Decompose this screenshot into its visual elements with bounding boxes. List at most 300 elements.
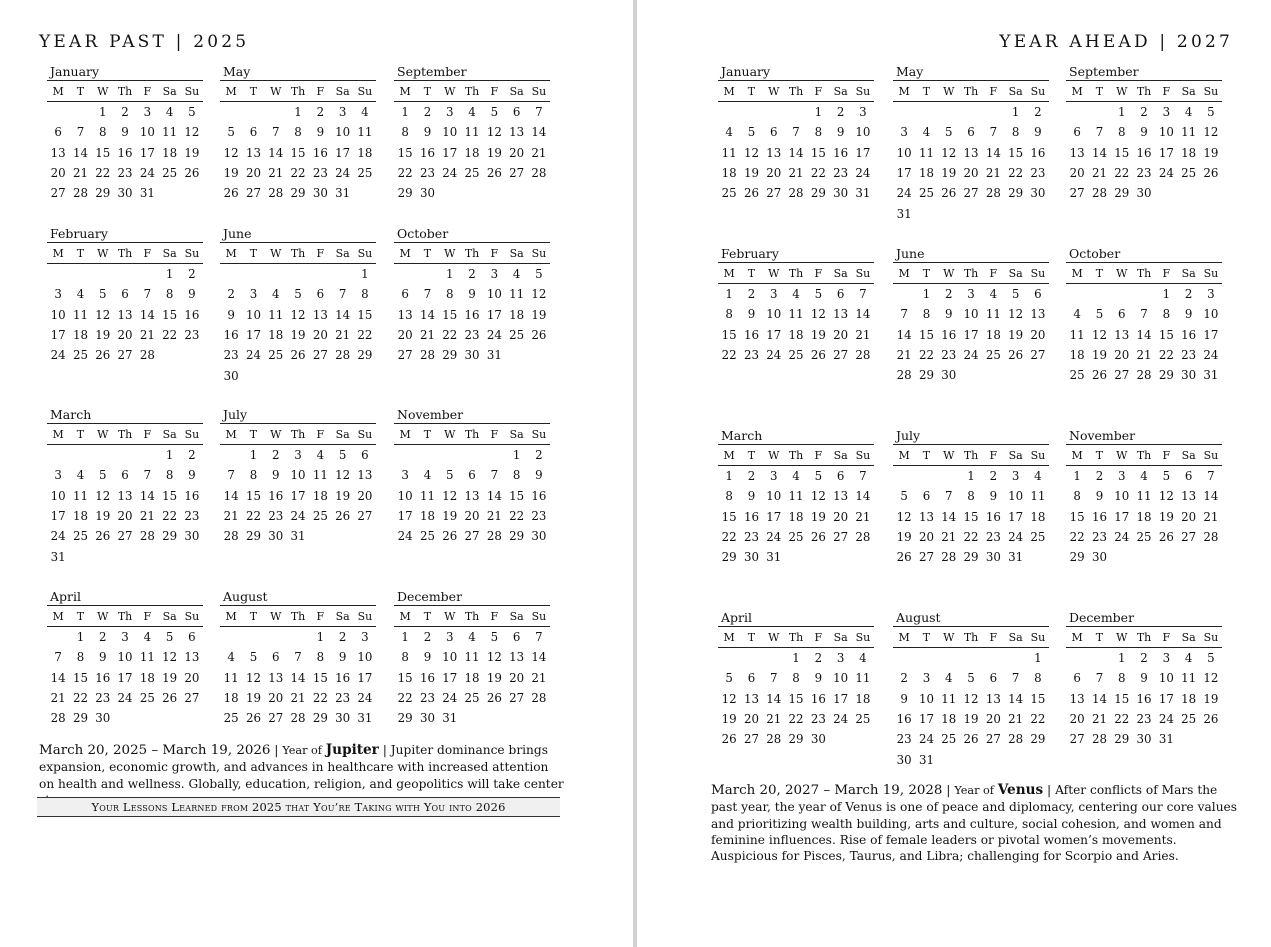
day-cell: 22 [509, 509, 525, 524]
week-row [718, 325, 874, 345]
day-cell: 14 [72, 145, 88, 160]
day-cell [92, 445, 114, 466]
weekday-header: T [915, 263, 937, 284]
day-cell: 10 [918, 691, 934, 706]
day-cell: 19 [941, 166, 957, 181]
weekday-header: F [136, 606, 158, 627]
day-cell: 5 [188, 105, 196, 120]
day-cell: 10 [855, 125, 871, 140]
day-cell: 23 [268, 509, 284, 524]
month-table [220, 423, 376, 546]
day-cell: 7 [792, 125, 800, 140]
week-row [394, 284, 550, 304]
day-cell: 7 [1207, 469, 1215, 484]
week-row [893, 304, 1049, 324]
day-cell [461, 708, 483, 728]
day-cell: 15 [397, 670, 413, 685]
weekday-header: F [1155, 263, 1177, 284]
day-cell [220, 264, 242, 285]
weekday-header: W [1111, 81, 1133, 102]
day-cell [893, 648, 915, 669]
day-cell: 18 [1136, 509, 1152, 524]
day-cell: 28 [766, 732, 782, 747]
weekday-header: M [394, 424, 416, 445]
day-cell [181, 546, 203, 566]
day-cell: 15 [72, 670, 88, 685]
weekday-header: T [915, 81, 937, 102]
month-table [718, 262, 874, 365]
day-cell [852, 547, 874, 567]
day-cell: 25 [464, 166, 480, 181]
day-cell: 21 [855, 509, 871, 524]
day-cell [893, 466, 915, 487]
day-cell: 30 [312, 186, 328, 201]
month-july [893, 428, 1049, 567]
day-cell: 23 [810, 712, 826, 727]
day-cell: 30 [419, 186, 435, 201]
week-row [718, 122, 874, 142]
lessons-learned-bar: Your Lessons Learned from 2025 that You’re Taking with You into 2026 [37, 797, 560, 817]
day-cell: 23 [833, 166, 849, 181]
day-cell: 26 [486, 166, 502, 181]
day-cell: 13 [312, 307, 328, 322]
week-row [893, 183, 1049, 203]
day-cell: 27 [509, 691, 525, 706]
month-name: April [50, 589, 81, 604]
day-cell: 21 [1091, 712, 1107, 727]
weekday-header: Th [785, 445, 807, 466]
day-cell: 26 [810, 530, 826, 545]
day-cell: 11 [464, 125, 480, 140]
day-cell: 18 [788, 327, 804, 342]
day-cell: 21 [1203, 509, 1219, 524]
week-row [893, 203, 1049, 223]
week-row [893, 122, 1049, 142]
year-of-label: Year of [954, 784, 994, 797]
day-cell: 7 [769, 671, 778, 686]
day-cell: 27 [963, 186, 979, 201]
day-cell: 19 [1008, 327, 1024, 342]
day-cell: 12 [486, 650, 502, 665]
weekday-header: Su [1027, 627, 1049, 648]
day-cell [1177, 183, 1199, 203]
week-row [220, 708, 376, 728]
day-cell: 10 [50, 488, 66, 503]
day-cell [242, 264, 264, 285]
day-cell: 25 [788, 530, 804, 545]
day-cell: 29 [397, 186, 413, 201]
month-january [718, 64, 874, 203]
day-cell: 7 [859, 287, 867, 302]
weekday-header: Th [1133, 445, 1155, 466]
month-june [220, 226, 376, 386]
month-january [47, 64, 203, 203]
day-cell: 1 [1117, 105, 1126, 120]
day-cell: 23 [743, 530, 759, 545]
weekday-header: T [69, 81, 91, 102]
day-cell: 20 [918, 530, 934, 545]
day-cell: 13 [985, 691, 1001, 706]
day-cell [220, 627, 242, 648]
weekday-header: Th [785, 627, 807, 648]
week-row [220, 143, 376, 163]
day-cell: 4 [361, 105, 369, 120]
description-text: After conflicts of Mars the past year, the year of Venus is one of peace and diplomacy, centering our core values and prioritizing wealth building, arts and culture, social cohesion, and women and feminine influences. Rise of female leaders or pivotal women’s movements. Auspicious for Pisces, Taurus, and Libra; challenging for Scorpio and Aries. [711, 783, 1238, 864]
weekday-header: M [718, 445, 740, 466]
day-cell [528, 183, 550, 203]
day-cell [309, 365, 331, 385]
day-cell: 6 [121, 287, 129, 302]
day-cell: 18 [312, 488, 328, 503]
weekday-header: T [416, 424, 438, 445]
month-august [893, 610, 1049, 770]
week-row [1066, 365, 1222, 385]
day-cell [960, 648, 982, 669]
day-cell: 5 [445, 468, 454, 483]
day-cell: 10 [766, 307, 782, 322]
day-cell: 2 [944, 287, 953, 302]
day-cell: 14 [1091, 145, 1107, 160]
day-cell [47, 627, 69, 648]
day-cell [1066, 648, 1088, 669]
day-cell: 14 [985, 145, 1001, 160]
day-cell: 16 [419, 670, 435, 685]
day-cell: 6 [249, 125, 258, 140]
day-cell: 12 [810, 307, 826, 322]
day-cell: 21 [419, 328, 435, 343]
day-cell: 18 [1181, 145, 1197, 160]
week-row [1066, 284, 1222, 305]
day-cell: 2 [989, 469, 998, 484]
day-cell: 8 [967, 489, 975, 504]
day-cell [785, 547, 807, 567]
day-cell: 3 [922, 671, 931, 686]
week-row [718, 143, 874, 163]
day-cell: 3 [249, 287, 258, 302]
weekday-header: M [718, 81, 740, 102]
weekday-header: W [439, 424, 461, 445]
day-cell: 30 [1030, 186, 1046, 201]
weekday-header: Sa [331, 81, 353, 102]
day-cell [181, 183, 203, 203]
day-cell: 20 [117, 509, 133, 524]
weekday-header: F [136, 81, 158, 102]
weekday-header: M [220, 606, 242, 627]
week-row [394, 163, 550, 183]
day-cell: 19 [290, 328, 306, 343]
day-cell: 10 [1158, 671, 1174, 686]
day-cell: 7 [294, 650, 302, 665]
month-table [394, 80, 550, 203]
day-cell: 1 [294, 105, 302, 120]
day-cell [265, 365, 287, 385]
day-cell: 24 [896, 186, 912, 201]
day-cell: 15 [918, 327, 934, 342]
day-cell: 16 [896, 712, 912, 727]
day-cell: 7 [54, 650, 62, 665]
weekday-header: T [416, 606, 438, 627]
day-cell: 1 [98, 105, 107, 120]
day-cell [287, 264, 309, 285]
day-cell: 12 [743, 145, 759, 160]
day-cell: 18 [509, 307, 525, 322]
day-cell: 1 [1117, 651, 1126, 666]
year-of-label: Year of [282, 744, 322, 757]
day-cell: 9 [188, 287, 196, 302]
day-cell: 8 [401, 125, 409, 140]
day-cell: 18 [72, 509, 88, 524]
week-row [394, 526, 550, 546]
day-cell [47, 445, 69, 466]
day-cell: 17 [896, 166, 912, 181]
day-cell: 17 [50, 509, 66, 524]
day-cell: 11 [72, 307, 88, 322]
day-cell: 6 [1117, 307, 1126, 322]
day-cell: 22 [357, 328, 373, 343]
week-row [718, 527, 874, 547]
week-row [47, 325, 203, 345]
day-cell [807, 547, 829, 567]
day-cell: 5 [1011, 287, 1020, 302]
day-cell: 18 [268, 328, 284, 343]
week-row [220, 445, 376, 466]
day-cell: 15 [162, 307, 178, 322]
day-cell: 16 [95, 670, 111, 685]
day-cell: 30 [223, 368, 239, 383]
weekday-header: F [483, 424, 505, 445]
day-cell [114, 264, 136, 285]
day-cell: 31 [335, 186, 351, 201]
weekday-header: T [416, 243, 438, 264]
day-cell: 26 [184, 166, 200, 181]
day-cell: 14 [788, 145, 804, 160]
day-cell: 19 [896, 530, 912, 545]
day-cell: 2 [271, 448, 280, 463]
day-cell: 13 [509, 650, 525, 665]
day-cell: 14 [268, 145, 284, 160]
month-table [47, 80, 203, 203]
day-cell: 2 [188, 267, 196, 282]
week-row [394, 325, 550, 345]
day-cell: 9 [1140, 671, 1148, 686]
day-cell: 3 [338, 105, 347, 120]
week-row [893, 527, 1049, 547]
day-cell: 2 [316, 105, 325, 120]
day-cell: 28 [335, 348, 351, 363]
day-cell: 27 [1069, 186, 1085, 201]
weekday-header: T [69, 424, 91, 445]
week-row [394, 345, 550, 365]
weekday-header: F [483, 606, 505, 627]
weekday-header: Su [1200, 263, 1222, 284]
day-cell: 7 [1095, 671, 1104, 686]
month-table [47, 423, 203, 567]
day-cell: 28 [788, 186, 804, 201]
weekday-header: T [740, 81, 762, 102]
day-cell: 11 [1181, 671, 1197, 686]
day-cell [740, 102, 762, 123]
day-cell: 13 [509, 125, 525, 140]
day-cell: 13 [1181, 489, 1197, 504]
day-cell: 2 [900, 671, 908, 686]
week-row [394, 668, 550, 688]
day-cell [136, 264, 158, 285]
day-cell: 4 [468, 630, 476, 645]
day-cell: 13 [1030, 307, 1046, 322]
day-cell: 22 [721, 348, 737, 363]
day-cell: 13 [245, 145, 261, 160]
day-cell: 17 [855, 145, 871, 160]
day-cell [158, 708, 180, 728]
day-cell: 2 [468, 267, 476, 282]
day-cell: 13 [918, 509, 934, 524]
day-cell: 27 [743, 732, 759, 747]
week-row [220, 668, 376, 688]
week-row [893, 345, 1049, 365]
day-cell [982, 102, 1004, 123]
day-cell: 14 [1136, 327, 1152, 342]
week-row [893, 325, 1049, 345]
day-cell: 10 [1158, 125, 1174, 140]
weekday-header: M [47, 606, 69, 627]
week-row [394, 102, 550, 123]
day-cell: 27 [766, 186, 782, 201]
day-cell [915, 203, 937, 223]
weekday-header: F [309, 81, 331, 102]
day-cell [1088, 284, 1110, 305]
day-cell: 7 [76, 125, 85, 140]
day-cell: 13 [50, 145, 66, 160]
day-cell: 1 [401, 105, 409, 120]
day-cell: 16 [117, 145, 133, 160]
day-cell: 26 [810, 348, 826, 363]
week-row [220, 102, 376, 123]
weekday-header: Sa [1004, 263, 1026, 284]
day-cell: 21 [985, 166, 1001, 181]
day-cell: 4 [1184, 105, 1193, 120]
week-row [1066, 527, 1222, 547]
week-row [893, 507, 1049, 527]
day-cell [718, 648, 740, 669]
day-cell: 17 [1114, 509, 1130, 524]
week-row [1066, 466, 1222, 487]
day-cell: 5 [535, 267, 543, 282]
day-cell: 26 [1158, 530, 1174, 545]
day-cell: 21 [486, 509, 502, 524]
week-row [394, 143, 550, 163]
day-cell [483, 183, 505, 203]
day-cell: 9 [989, 489, 998, 504]
day-cell: 26 [531, 328, 547, 343]
day-cell: 29 [245, 529, 261, 544]
day-cell: 8 [165, 468, 174, 483]
left-page [0, 0, 633, 947]
day-cell [1200, 729, 1222, 749]
day-cell: 23 [1136, 166, 1152, 181]
weekday-header: M [718, 627, 740, 648]
day-cell: 31 [1203, 368, 1219, 383]
day-cell: 14 [139, 307, 155, 322]
day-cell: 19 [245, 691, 261, 706]
day-cell: 18 [1030, 509, 1046, 524]
day-cell: 16 [464, 307, 480, 322]
weekday-header: Sa [1177, 81, 1199, 102]
weekday-header: Th [114, 606, 136, 627]
day-cell: 31 [896, 206, 912, 221]
day-cell: 11 [788, 489, 804, 504]
day-cell: 13 [117, 307, 133, 322]
day-cell: 22 [162, 328, 178, 343]
day-cell: 23 [1091, 530, 1107, 545]
day-cell: 10 [442, 125, 458, 140]
day-cell: 19 [810, 509, 826, 524]
day-cell: 26 [1203, 712, 1219, 727]
day-cell: 14 [1008, 691, 1024, 706]
day-cell: 21 [72, 166, 88, 181]
day-cell: 10 [357, 650, 373, 665]
week-row [718, 345, 874, 365]
weekday-header: W [439, 81, 461, 102]
day-cell: 22 [95, 166, 111, 181]
month-table [893, 80, 1049, 224]
day-cell: 20 [464, 509, 480, 524]
day-cell: 18 [1181, 691, 1197, 706]
day-cell: 22 [162, 509, 178, 524]
day-cell: 5 [814, 469, 823, 484]
day-cell: 24 [1114, 530, 1130, 545]
day-cell: 21 [1091, 166, 1107, 181]
day-cell: 24 [1203, 348, 1219, 363]
day-cell: 19 [95, 509, 111, 524]
week-row [220, 264, 376, 285]
week-row [893, 668, 1049, 688]
day-cell: 27 [117, 348, 133, 363]
day-cell: 30 [941, 368, 957, 383]
day-cell: 16 [1136, 691, 1152, 706]
day-cell: 25 [72, 348, 88, 363]
weekday-header: Su [1200, 81, 1222, 102]
day-cell: 9 [836, 125, 845, 140]
day-cell: 11 [162, 125, 178, 140]
weekday-header: W [439, 606, 461, 627]
day-cell: 10 [50, 307, 66, 322]
day-cell: 31 [442, 711, 458, 726]
day-cell: 29 [509, 529, 525, 544]
day-cell: 24 [245, 348, 261, 363]
day-cell: 13 [963, 145, 979, 160]
day-cell [354, 526, 376, 546]
day-cell: 11 [1069, 327, 1085, 342]
day-cell: 1 [1073, 469, 1081, 484]
month-name: November [397, 407, 464, 422]
day-cell: 30 [1181, 368, 1197, 383]
day-cell: 9 [423, 125, 432, 140]
day-cell: 11 [268, 307, 284, 322]
day-cell: 19 [810, 327, 826, 342]
day-cell: 6 [54, 125, 62, 140]
day-cell: 3 [401, 468, 409, 483]
day-cell: 25 [1136, 530, 1152, 545]
day-cell: 18 [162, 145, 178, 160]
weekday-header: T [1088, 627, 1110, 648]
day-cell [1200, 183, 1222, 203]
day-cell: 7 [989, 125, 998, 140]
day-cell: 6 [401, 287, 409, 302]
weekday-header: Su [1027, 263, 1049, 284]
day-cell: 8 [814, 125, 823, 140]
day-cell: 7 [227, 468, 235, 483]
weekday-header: Su [852, 81, 874, 102]
